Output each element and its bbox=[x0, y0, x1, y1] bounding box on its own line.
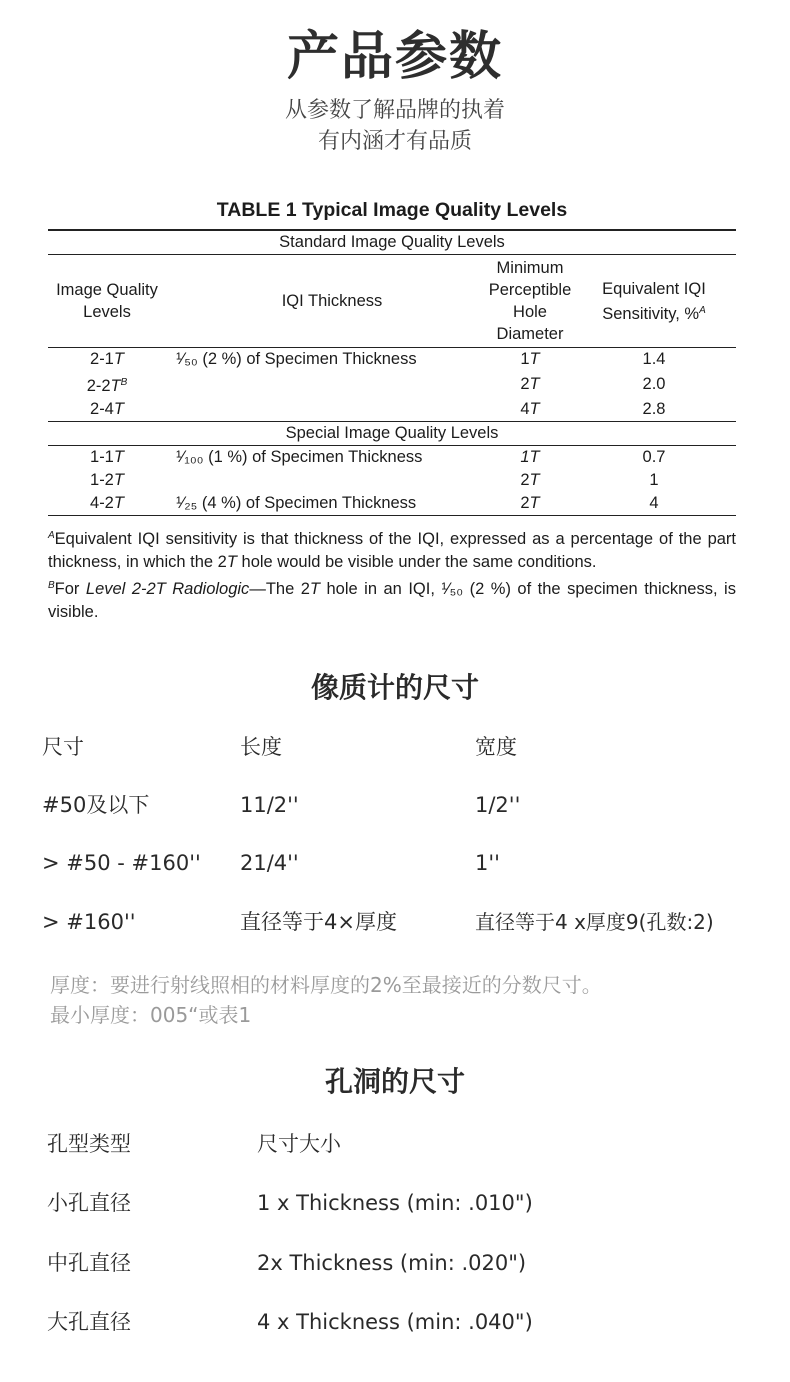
level-cell bbox=[48, 398, 166, 422]
header-hole-type: 孔型类型 bbox=[47, 1132, 131, 1156]
header-hole-size: 尺寸大小 bbox=[257, 1132, 341, 1156]
size-cell: > #160'' bbox=[42, 910, 136, 934]
sensitivity-cell: 2.8 bbox=[642, 400, 666, 418]
col-header-level-l1: Image Quality bbox=[56, 281, 158, 299]
length-cell: 21/4'' bbox=[240, 851, 299, 875]
header-length: 长度 bbox=[240, 735, 282, 759]
col-header-level bbox=[48, 255, 166, 348]
level-value: 4-2 bbox=[90, 494, 114, 512]
table-row bbox=[48, 348, 736, 372]
footnote-b-mark: B bbox=[48, 580, 55, 591]
length-cell: 11/2'' bbox=[240, 793, 299, 817]
col-header-hole-l3: Hole bbox=[513, 303, 547, 321]
footnote-b-text-3: hole in an IQI, ¹⁄₅₀ (2 %) of the specimen thickness, is visible. bbox=[48, 580, 736, 621]
col-header-hole-l4: Diameter bbox=[496, 325, 564, 343]
thickness-cell: ¹⁄₅₀ (2 %) of Specimen Thickness bbox=[176, 350, 417, 368]
width-cell: 1'' bbox=[475, 851, 500, 875]
level-value: 2-1 bbox=[90, 350, 114, 368]
standard-section-row bbox=[48, 230, 736, 255]
thickness-cell bbox=[166, 469, 488, 492]
footnote-b-text-1: For bbox=[54, 580, 86, 598]
footnote-a-mark: A bbox=[48, 530, 55, 541]
level-cell bbox=[48, 446, 166, 470]
hole-cell bbox=[488, 469, 572, 492]
t-symbol: T bbox=[110, 377, 121, 395]
hole-value: 1 bbox=[520, 448, 530, 466]
t-symbol: T bbox=[155, 580, 166, 598]
header-size: 尺寸 bbox=[42, 735, 84, 759]
hole-value: 2 bbox=[520, 375, 530, 393]
col-header-sens-l2: Sensitivity, % bbox=[602, 304, 700, 323]
footnote-a-text-1: Equivalent IQI sensitivity is that thickness of the IQI, expressed as a percentage of the part thickness, in which the 2 bbox=[48, 530, 736, 571]
level-value: 2-4 bbox=[90, 400, 114, 418]
level-cell bbox=[48, 492, 166, 516]
col-header-level-l2: Levels bbox=[83, 303, 131, 321]
subtitle-line-2: 有内涵才有品质 bbox=[317, 129, 472, 154]
t-symbol: T bbox=[529, 448, 540, 466]
header-width: 宽度 bbox=[475, 735, 517, 759]
footnote-b-radiologic: Radiologic bbox=[165, 580, 250, 598]
thickness-cell: ¹⁄₂₅ (4 %) of Specimen Thickness bbox=[166, 492, 488, 516]
iq-levels-table-figure bbox=[48, 193, 736, 624]
t-symbol: T bbox=[529, 494, 540, 512]
table-row bbox=[48, 469, 736, 492]
sensitivity-cell: 2.0 bbox=[642, 375, 666, 393]
t-symbol: T bbox=[529, 400, 540, 418]
sensitivity-cell: 4 bbox=[572, 492, 736, 516]
width-cell: 直径等于4 x厚度9(孔数:2) bbox=[475, 910, 714, 934]
thickness-cell: ¹⁄₁₀₀ (1 %) of Specimen Thickness bbox=[176, 448, 423, 466]
col-header-hole-l1: Minimum bbox=[496, 259, 564, 277]
col-header-hole-l2: Perceptible bbox=[488, 281, 572, 299]
table-row bbox=[48, 492, 736, 516]
footnote-b-ref: B bbox=[120, 377, 128, 388]
thickness-cell bbox=[166, 398, 488, 422]
col-header-thickness: IQI Thickness bbox=[166, 255, 488, 348]
level-cell bbox=[48, 469, 166, 492]
hole-size-cell: 1 x Thickness (min: .010") bbox=[257, 1191, 533, 1215]
subtitle-line-1: 从参数了解品牌的执着 bbox=[284, 98, 505, 123]
table-row bbox=[48, 398, 736, 422]
hole-size-cell: 2x Thickness (min: .020") bbox=[257, 1251, 527, 1275]
level-value: 2-2 bbox=[86, 377, 111, 395]
sensitivity-cell: 1.4 bbox=[642, 350, 666, 368]
level-value: 1-2 bbox=[90, 471, 114, 489]
t-symbol: T bbox=[529, 350, 540, 368]
hole-type-cell: 中孔直径 bbox=[47, 1251, 131, 1275]
size-cell: > #50 - #160'' bbox=[42, 851, 201, 875]
footnote-b-text-2: —The 2 bbox=[249, 580, 310, 598]
standard-section-label: Standard Image Quality Levels bbox=[48, 230, 736, 255]
t-symbol: T bbox=[113, 400, 124, 418]
length-cell: 直径等于4×厚度 bbox=[240, 910, 397, 934]
hole-value: 4 bbox=[520, 400, 530, 418]
hole-cell bbox=[488, 446, 572, 470]
hole-value: 1 bbox=[520, 350, 530, 368]
level-cell bbox=[48, 348, 166, 372]
iqi-size-title: 像质计的尺寸 bbox=[310, 671, 479, 704]
t-symbol: T bbox=[113, 494, 124, 512]
width-cell: 1/2'' bbox=[475, 793, 521, 817]
col-header-sensitivity bbox=[572, 255, 736, 348]
table-row bbox=[48, 446, 736, 470]
t-symbol: T bbox=[529, 375, 540, 393]
hole-value: 2 bbox=[520, 494, 530, 512]
hole-cell bbox=[488, 348, 572, 372]
size-cell: #50及以下 bbox=[42, 793, 150, 817]
footnote-a-text-2: hole would be visible under the same conditions. bbox=[236, 553, 597, 571]
table-header-row bbox=[48, 255, 736, 348]
t-symbol: T bbox=[529, 471, 540, 489]
level-value: 1-1 bbox=[90, 448, 114, 466]
hole-type-cell: 小孔直径 bbox=[47, 1191, 131, 1215]
hole-value: 2 bbox=[520, 471, 530, 489]
hole-cell bbox=[488, 398, 572, 422]
table-caption: TABLE 1 Typical Image Quality Levels bbox=[216, 199, 568, 221]
footnote-b-level: Level 2-2 bbox=[85, 580, 156, 598]
hole-cell bbox=[488, 371, 572, 398]
footnote-a-ref: A bbox=[699, 304, 706, 316]
hole-cell bbox=[488, 492, 572, 516]
t-symbol: T bbox=[226, 553, 237, 571]
t-symbol: T bbox=[113, 471, 124, 489]
table-row bbox=[48, 371, 736, 398]
level-cell bbox=[48, 371, 166, 398]
t-symbol: T bbox=[309, 580, 320, 598]
thickness-note: 厚度：要进行射线照相的材料厚度的2%至最接近的分数尺寸。 bbox=[50, 973, 602, 997]
sensitivity-cell: 0.7 bbox=[642, 448, 666, 466]
table-footnotes bbox=[48, 524, 736, 624]
footnote-b bbox=[48, 574, 736, 624]
t-symbol: T bbox=[113, 350, 124, 368]
col-header-hole bbox=[488, 255, 572, 348]
col-header-sens-l1: Equivalent IQI bbox=[602, 279, 706, 298]
hole-size-title: 孔洞的尺寸 bbox=[324, 1065, 465, 1098]
footnote-a bbox=[48, 524, 736, 574]
sensitivity-cell: 1 bbox=[649, 471, 659, 489]
min-thickness-note: 最小厚度：005“或表1 bbox=[50, 1003, 252, 1027]
hole-type-cell: 大孔直径 bbox=[47, 1310, 131, 1334]
iq-levels-table bbox=[48, 229, 736, 516]
special-section-row bbox=[48, 422, 736, 446]
hole-size-cell: 4 x Thickness (min: .040") bbox=[257, 1310, 533, 1334]
special-section-label: Special Image Quality Levels bbox=[48, 422, 736, 446]
t-symbol: T bbox=[113, 448, 124, 466]
thickness-cell bbox=[166, 371, 488, 398]
page-title: 产品参数 bbox=[286, 27, 503, 87]
